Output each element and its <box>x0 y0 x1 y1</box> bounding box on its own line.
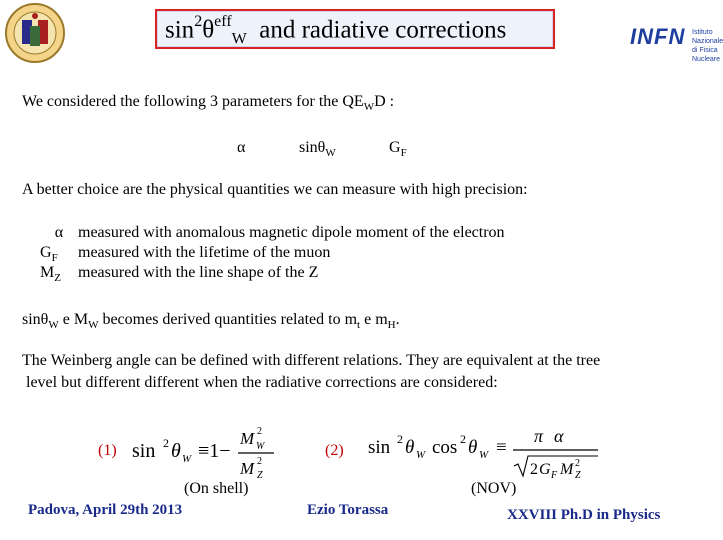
svg-text:≡1−: ≡1− <box>198 440 231 462</box>
svg-text:W: W <box>479 449 489 461</box>
title-sub-w: W <box>231 30 247 48</box>
title-sin: sin <box>165 16 195 44</box>
svg-text:W: W <box>256 441 265 452</box>
svg-text:sin: sin <box>368 437 391 458</box>
svg-text:G: G <box>539 461 551 478</box>
svg-text:θ: θ <box>405 437 415 458</box>
on-shell-label: (On shell) <box>184 480 249 497</box>
equation-nov <box>366 420 606 482</box>
weinberg-line-2: level but different different when the radiative corrections are considered: <box>26 374 498 391</box>
intro-sub: W <box>363 101 375 114</box>
svg-text:2: 2 <box>575 458 580 469</box>
svg-text:M: M <box>240 429 255 448</box>
footer-date: Padova, April 29th 2013 <box>28 502 183 518</box>
title-box <box>155 9 555 49</box>
infn-sub-line2: di Fisica Nucleare <box>692 47 721 63</box>
infn-sub-line1: Istituto Nazionale <box>692 29 723 45</box>
title-sup-2: 2 <box>194 13 203 30</box>
measured-list <box>40 224 600 284</box>
derived-line: sinθ$_W$ e $M_W$ becomes derived quantities related to $m_t$ e $m_H$. <box>22 311 400 332</box>
svg-text:M: M <box>560 461 574 478</box>
title-theta: θ <box>202 16 215 44</box>
svg-text:2: 2 <box>460 432 466 446</box>
svg-text:α: α <box>554 426 564 446</box>
better-choice-line: A better choice are the physical quantities we can measure with high precision: <box>22 181 528 198</box>
svg-text:sin: sin <box>132 440 156 462</box>
measured-item-mz: $M_Z$ measured with the line shape of the Z <box>40 264 319 285</box>
svg-text:M: M <box>240 459 255 478</box>
svg-text:θ: θ <box>171 440 181 462</box>
measured-item-alpha: α measured with anomalous magnetic dipole moment of the electron <box>54 224 505 241</box>
svg-text:Z: Z <box>575 470 581 481</box>
svg-text:2: 2 <box>397 432 403 446</box>
svg-text:2: 2 <box>163 436 169 450</box>
param-gf: $G_F$ <box>389 139 407 160</box>
infn-logo-word: INFN <box>630 24 686 49</box>
footer-course: XXVIII Ph.D in Physics <box>507 507 661 523</box>
infn-logo-subtitle <box>692 28 722 64</box>
equation-on-shell <box>128 420 288 482</box>
svg-text:π: π <box>534 426 544 446</box>
svg-text:W: W <box>182 453 192 465</box>
param-alpha: α <box>237 139 246 156</box>
footer-author: Ezio Torassa <box>307 502 389 518</box>
infn-logo <box>630 22 723 66</box>
svg-text:2: 2 <box>257 426 262 437</box>
param-sin-theta-w: sinθ$_W$ <box>299 139 336 160</box>
title-rest: and radiative corrections <box>259 16 507 44</box>
svg-text:cos: cos <box>432 437 458 458</box>
university-seal-logo <box>2 2 68 64</box>
intro-text: We considered the following 3 parameters for the QE <box>22 93 364 110</box>
equation-label-2: (2) <box>325 442 344 459</box>
nov-label: (NOV) <box>471 480 517 497</box>
title-sup-eff: eff <box>214 13 232 30</box>
svg-text:2: 2 <box>530 461 538 478</box>
intro-end: D : <box>374 93 395 110</box>
weinberg-line-1: The Weinberg angle can be defined with different relations. They are equivalent at the tree <box>22 352 601 369</box>
svg-text:2: 2 <box>257 456 262 467</box>
measured-item-gf: $G_F$ measured with the lifetime of the muon <box>40 244 331 265</box>
svg-text:θ: θ <box>468 437 478 458</box>
equation-label-1: (1) <box>98 442 117 459</box>
svg-text:Z: Z <box>257 470 263 481</box>
svg-text:≡: ≡ <box>496 437 507 458</box>
slide-title <box>165 15 506 48</box>
intro-line <box>22 93 394 113</box>
svg-text:W: W <box>416 449 426 461</box>
svg-text:F: F <box>551 470 558 481</box>
